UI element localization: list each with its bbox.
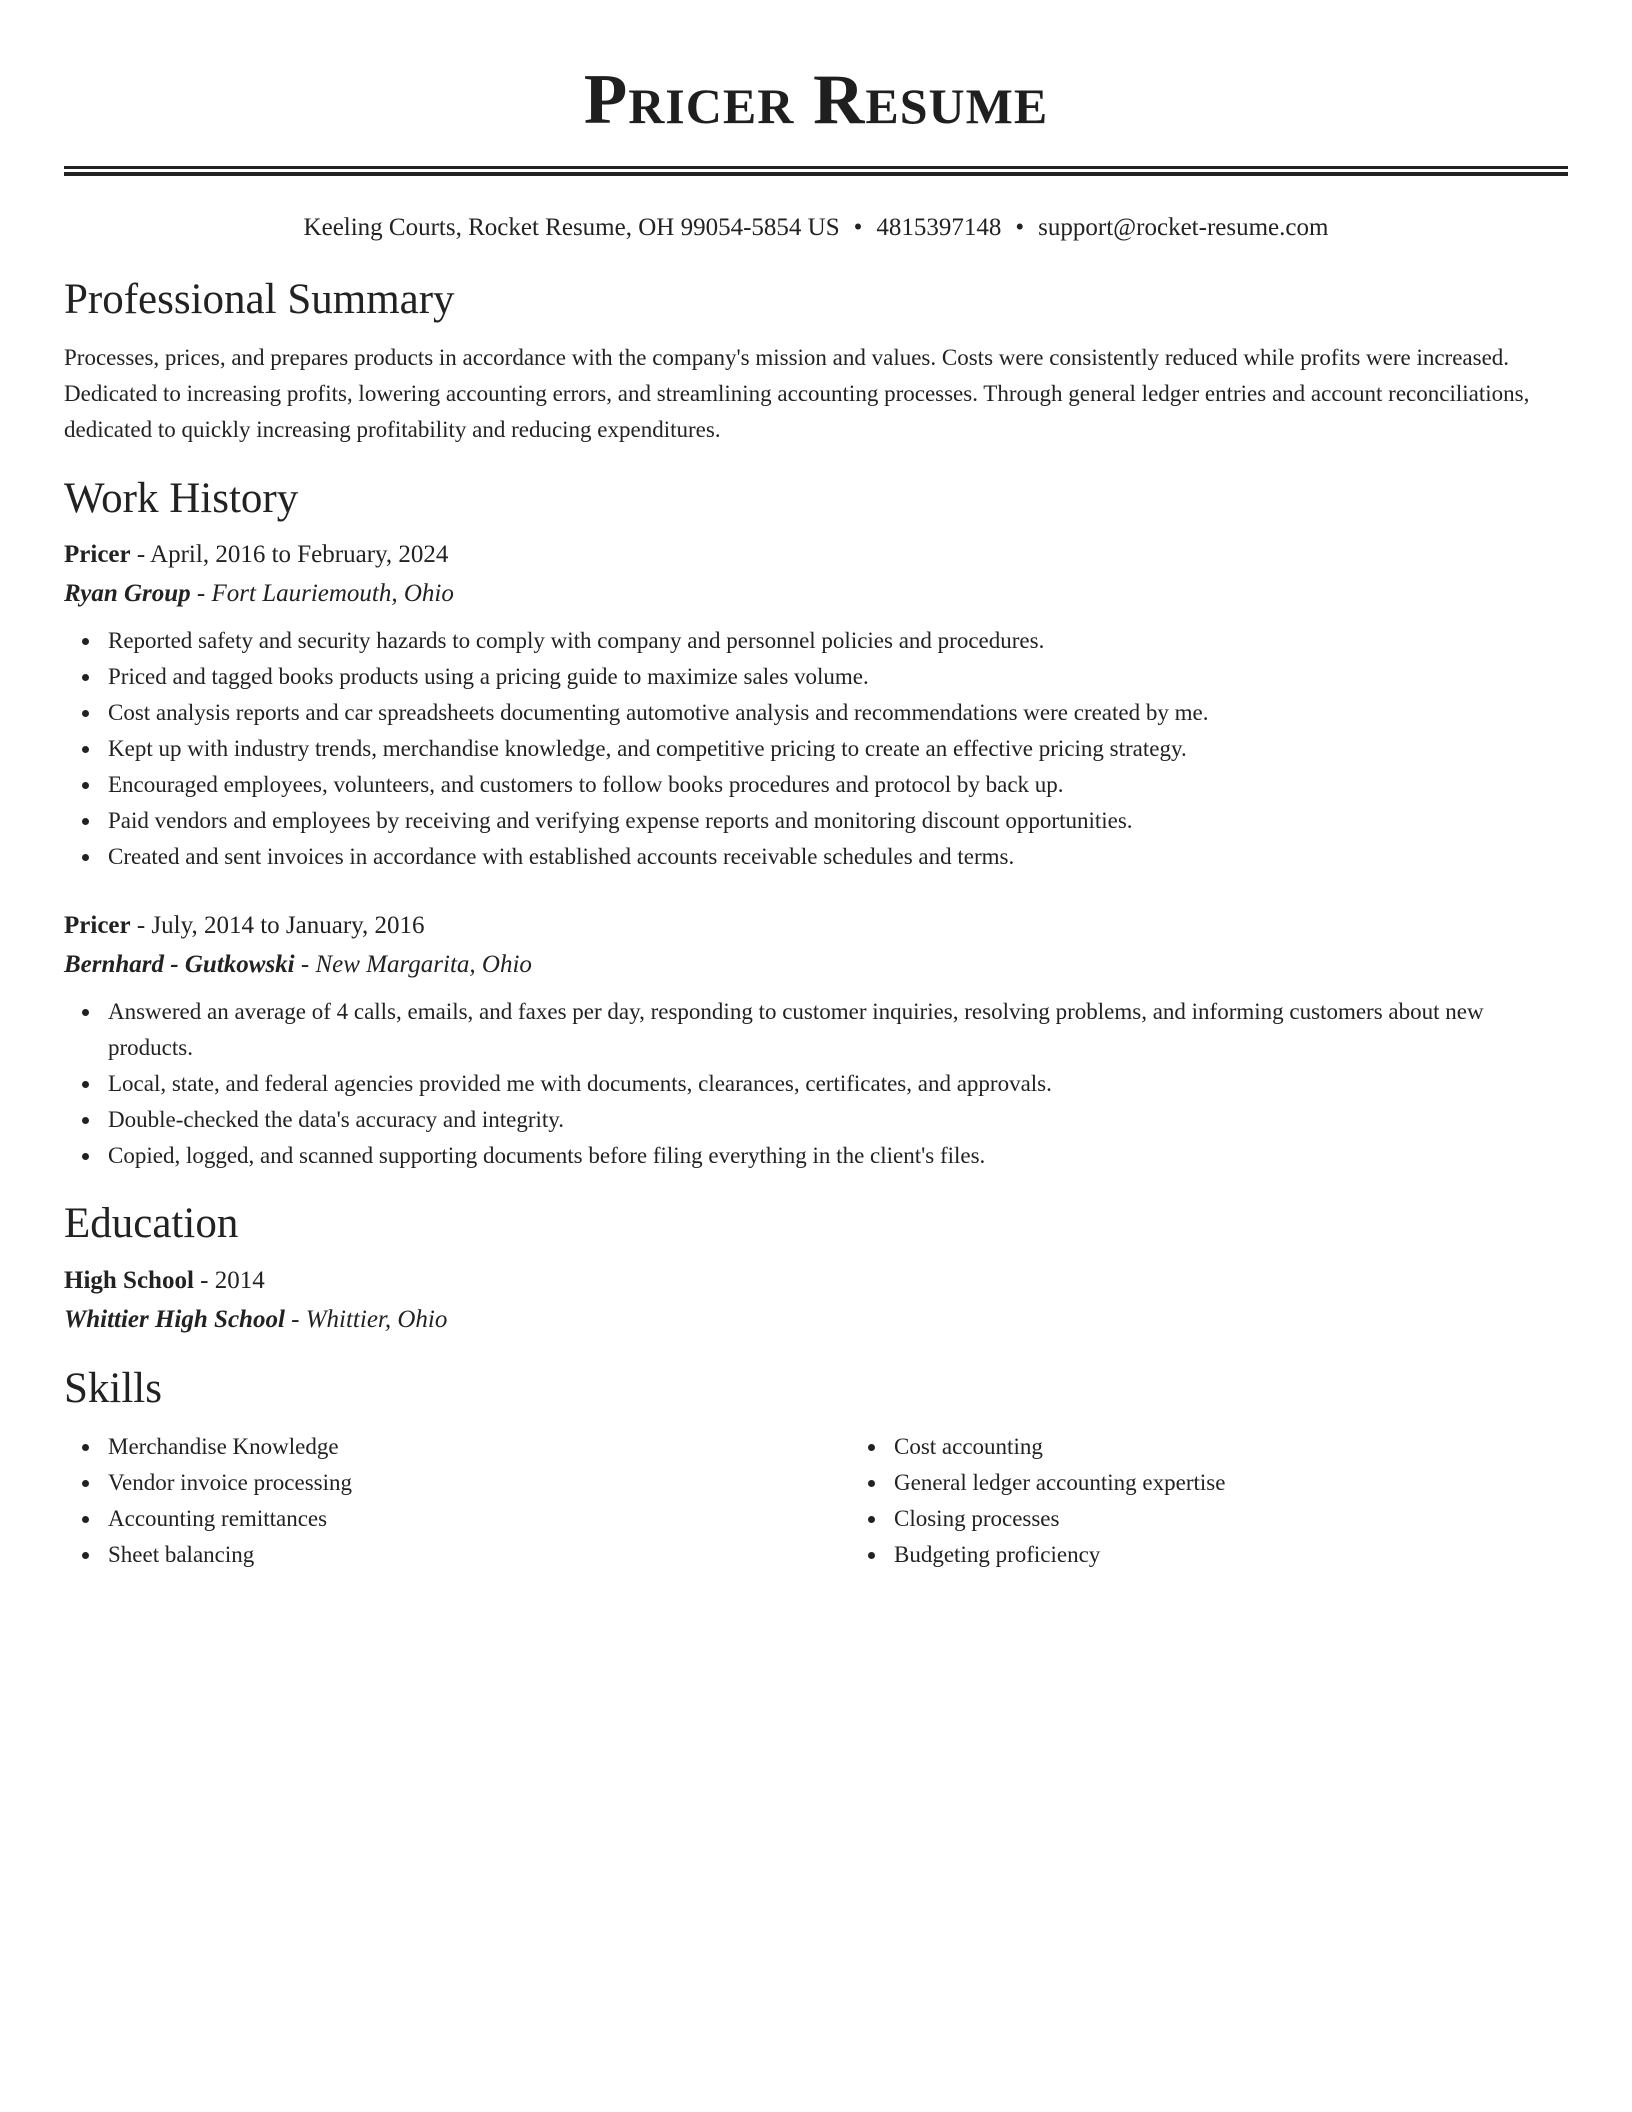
job-dates: - July, 2014 to January, 2016 [130, 912, 425, 939]
education-degree: High School [64, 1267, 194, 1294]
list-item: General ledger accounting expertise [894, 1465, 1632, 1501]
education-entry [64, 1261, 1568, 1339]
job-dates: - April, 2016 to February, 2024 [130, 541, 449, 568]
job-heading [64, 535, 1568, 574]
list-item: Merchandise Knowledge [108, 1429, 850, 1465]
job-location: - New Margarita, Ohio [294, 951, 532, 978]
job-entry [64, 906, 1568, 1174]
resume-title: Pricer Resume [583, 61, 1049, 139]
list-item: Cost accounting [894, 1429, 1632, 1465]
job-location: - Fort Lauriemouth, Ohio [190, 580, 454, 607]
job-duties-list [64, 623, 1568, 875]
education-heading [64, 1261, 1568, 1300]
section-heading-education: Education [64, 1200, 239, 1247]
section-heading-summary: Professional Summary [64, 276, 455, 323]
education-year: - 2014 [193, 1267, 265, 1294]
list-item: Cost analysis reports and car spreadsheets documenting automotive analysis and recommendations were created by me. [108, 695, 1568, 731]
resume-page [64, 0, 1568, 1573]
list-item: Vendor invoice processing [108, 1465, 850, 1501]
skills-list-right [850, 1429, 1632, 1573]
skills-list-left [64, 1429, 850, 1573]
contact-separator: • [1015, 214, 1025, 241]
education-school-line [64, 1300, 1568, 1339]
skills-columns [64, 1429, 1568, 1573]
list-item: Local, state, and federal agencies provided me with documents, clearances, certificates, and approvals. [108, 1066, 1568, 1102]
section-heading-skills: Skills [64, 1365, 162, 1412]
list-item: Budgeting proficiency [894, 1537, 1632, 1573]
list-item: Double-checked the data's accuracy and integrity. [108, 1102, 1568, 1138]
section-heading-work-history: Work History [64, 475, 299, 522]
list-item: Paid vendors and employees by receiving and verifying expense reports and monitoring discount opportunities. [108, 803, 1568, 839]
contact-address: Keeling Courts, Rocket Resume, OH 99054-5854 US [303, 214, 840, 241]
contact-phone: 4815397148 [876, 214, 1002, 241]
list-item: Priced and tagged books products using a pricing guide to maximize sales volume. [108, 659, 1568, 695]
list-item: Reported safety and security hazards to comply with company and personnel policies and procedures. [108, 623, 1568, 659]
job-entry [64, 535, 1568, 875]
list-item: Sheet balancing [108, 1537, 850, 1573]
list-item: Kept up with industry trends, merchandise knowledge, and competitive pricing to create an effective pricing strategy. [108, 731, 1568, 767]
list-item: Copied, logged, and scanned supporting documents before filing everything in the client's files. [108, 1138, 1568, 1174]
job-company: Bernhard - Gutkowski [64, 951, 295, 978]
job-company: Ryan Group [64, 580, 191, 607]
title-divider [64, 166, 1568, 176]
job-title: Pricer [64, 912, 131, 939]
education-school: Whittier High School [64, 1306, 285, 1333]
job-employer [64, 945, 1568, 984]
job-title: Pricer [64, 541, 131, 568]
summary-text: Processes, prices, and prepares products in accordance with the company's mission and values. Costs were consistently reduced while profits were increased. Dedicated to increasing profits, lowering accounting errors, and streamlining accounting processes. Through general ledger entries and account reconciliations, dedicated to quickly increasing profitability and reducing expenditures. [64, 345, 1530, 442]
contact-line [64, 212, 1568, 244]
list-item: Answered an average of 4 calls, emails, and faxes per day, responding to customer inquiries, resolving problems, and informing customers about new products. [108, 994, 1568, 1066]
job-employer [64, 574, 1568, 613]
contact-separator: • [853, 214, 863, 241]
list-item: Created and sent invoices in accordance with established accounts receivable schedules and terms. [108, 839, 1568, 875]
job-duties-list [64, 994, 1568, 1174]
list-item: Closing processes [894, 1501, 1632, 1537]
education-location: - Whittier, Ohio [284, 1306, 448, 1333]
contact-email: support@rocket-resume.com [1038, 214, 1329, 241]
list-item: Encouraged employees, volunteers, and customers to follow books procedures and protocol by back up. [108, 767, 1568, 803]
list-item: Accounting remittances [108, 1501, 850, 1537]
job-heading [64, 906, 1568, 945]
